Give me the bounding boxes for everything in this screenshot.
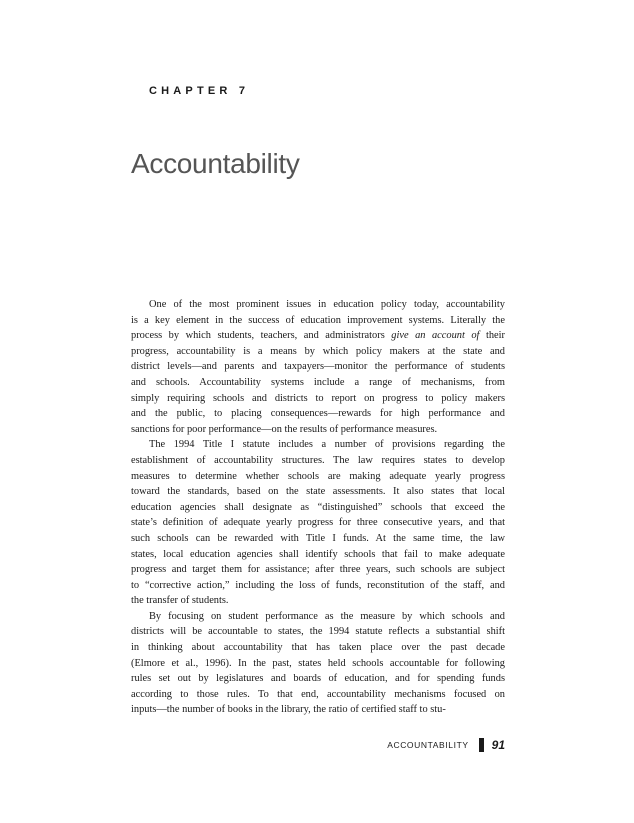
text-line: process by which students, teachers, and administrators give an account of their xyxy=(131,330,506,342)
text-line: education agencies shall designate as “distinguished” schools that exceed the xyxy=(131,501,505,513)
text-line: simply requiring schools and districts to report on progress to policy makers xyxy=(131,392,505,404)
paragraph xyxy=(131,609,505,718)
paragraph xyxy=(131,437,505,609)
text-line: The 1994 Title I statute includes a number of provisions regarding the xyxy=(149,439,505,451)
text-line: One of the most prominent issues in education policy today, accountability xyxy=(149,299,505,310)
page-footer xyxy=(387,738,505,752)
running-head: ACCOUNTABILITY xyxy=(387,740,469,750)
text-line: such schools can be rewarded with Title I funds. At the same time, the law xyxy=(131,532,505,544)
text-line: and the public, to placing consequences—rewards for high performance and xyxy=(131,408,505,420)
text-line: in thinking about accountability that has taken place over the past decade xyxy=(131,642,505,654)
body-text xyxy=(131,297,505,718)
text-line: inputs—the number of books in the library, the ratio of certified staff to stu- xyxy=(131,704,446,716)
chapter-title: Accountability xyxy=(131,148,300,179)
text-line: is a key element in the success of education improvement systems. Literally the xyxy=(131,314,505,326)
footer-bar xyxy=(479,738,484,752)
text-line: rules set out by legislatures and boards of education, and for spending funds xyxy=(131,673,505,685)
text-line: measures to determine whether schools are making adequate yearly progress xyxy=(131,470,505,482)
text-line: districts will be accountable to states, the 1994 statute reflects a substantial shift xyxy=(131,626,505,638)
emphasis: give an account of xyxy=(391,330,480,342)
text-line: and schools. Accountability systems include a range of mechanisms, from xyxy=(131,376,505,388)
text-line: sanctions for poor performance—on the results of performance measures. xyxy=(131,423,438,435)
text-line: district levels—and parents and taxpayers—monitor the performance of students xyxy=(131,361,505,373)
paragraph xyxy=(131,297,505,437)
text-line: establishment of accountability structures. The law requires states to develop xyxy=(131,454,505,466)
chapter-label: CHAPTER 7 xyxy=(149,85,250,97)
text-line: toward the standards, based on the state assessments. It also states that local xyxy=(131,486,505,498)
text-line: state’s definition of adequate yearly progress for three consecutive years, and that xyxy=(131,517,505,529)
page-number: 91 xyxy=(491,738,505,752)
text-line: (Elmore et al., 1996). In the past, states held schools accountable for following xyxy=(131,657,505,669)
text-line: according to those rules. To that end, accountability mechanisms focused on xyxy=(131,688,505,700)
text-line: the transfer of students. xyxy=(131,595,229,607)
text-line: By focusing on student performance as the measure by which schools and xyxy=(149,610,505,622)
text-line: progress, accountability is a means by which policy makers at the state and xyxy=(131,345,505,357)
text-line: states, local education agencies shall identify schools that fail to make adequate xyxy=(131,548,505,560)
text-line: to “corrective action,” including the loss of funds, reconstitution of the staff, and xyxy=(131,579,505,591)
text-line: progress and target them for assistance; after three years, such schools are subject xyxy=(131,564,505,576)
